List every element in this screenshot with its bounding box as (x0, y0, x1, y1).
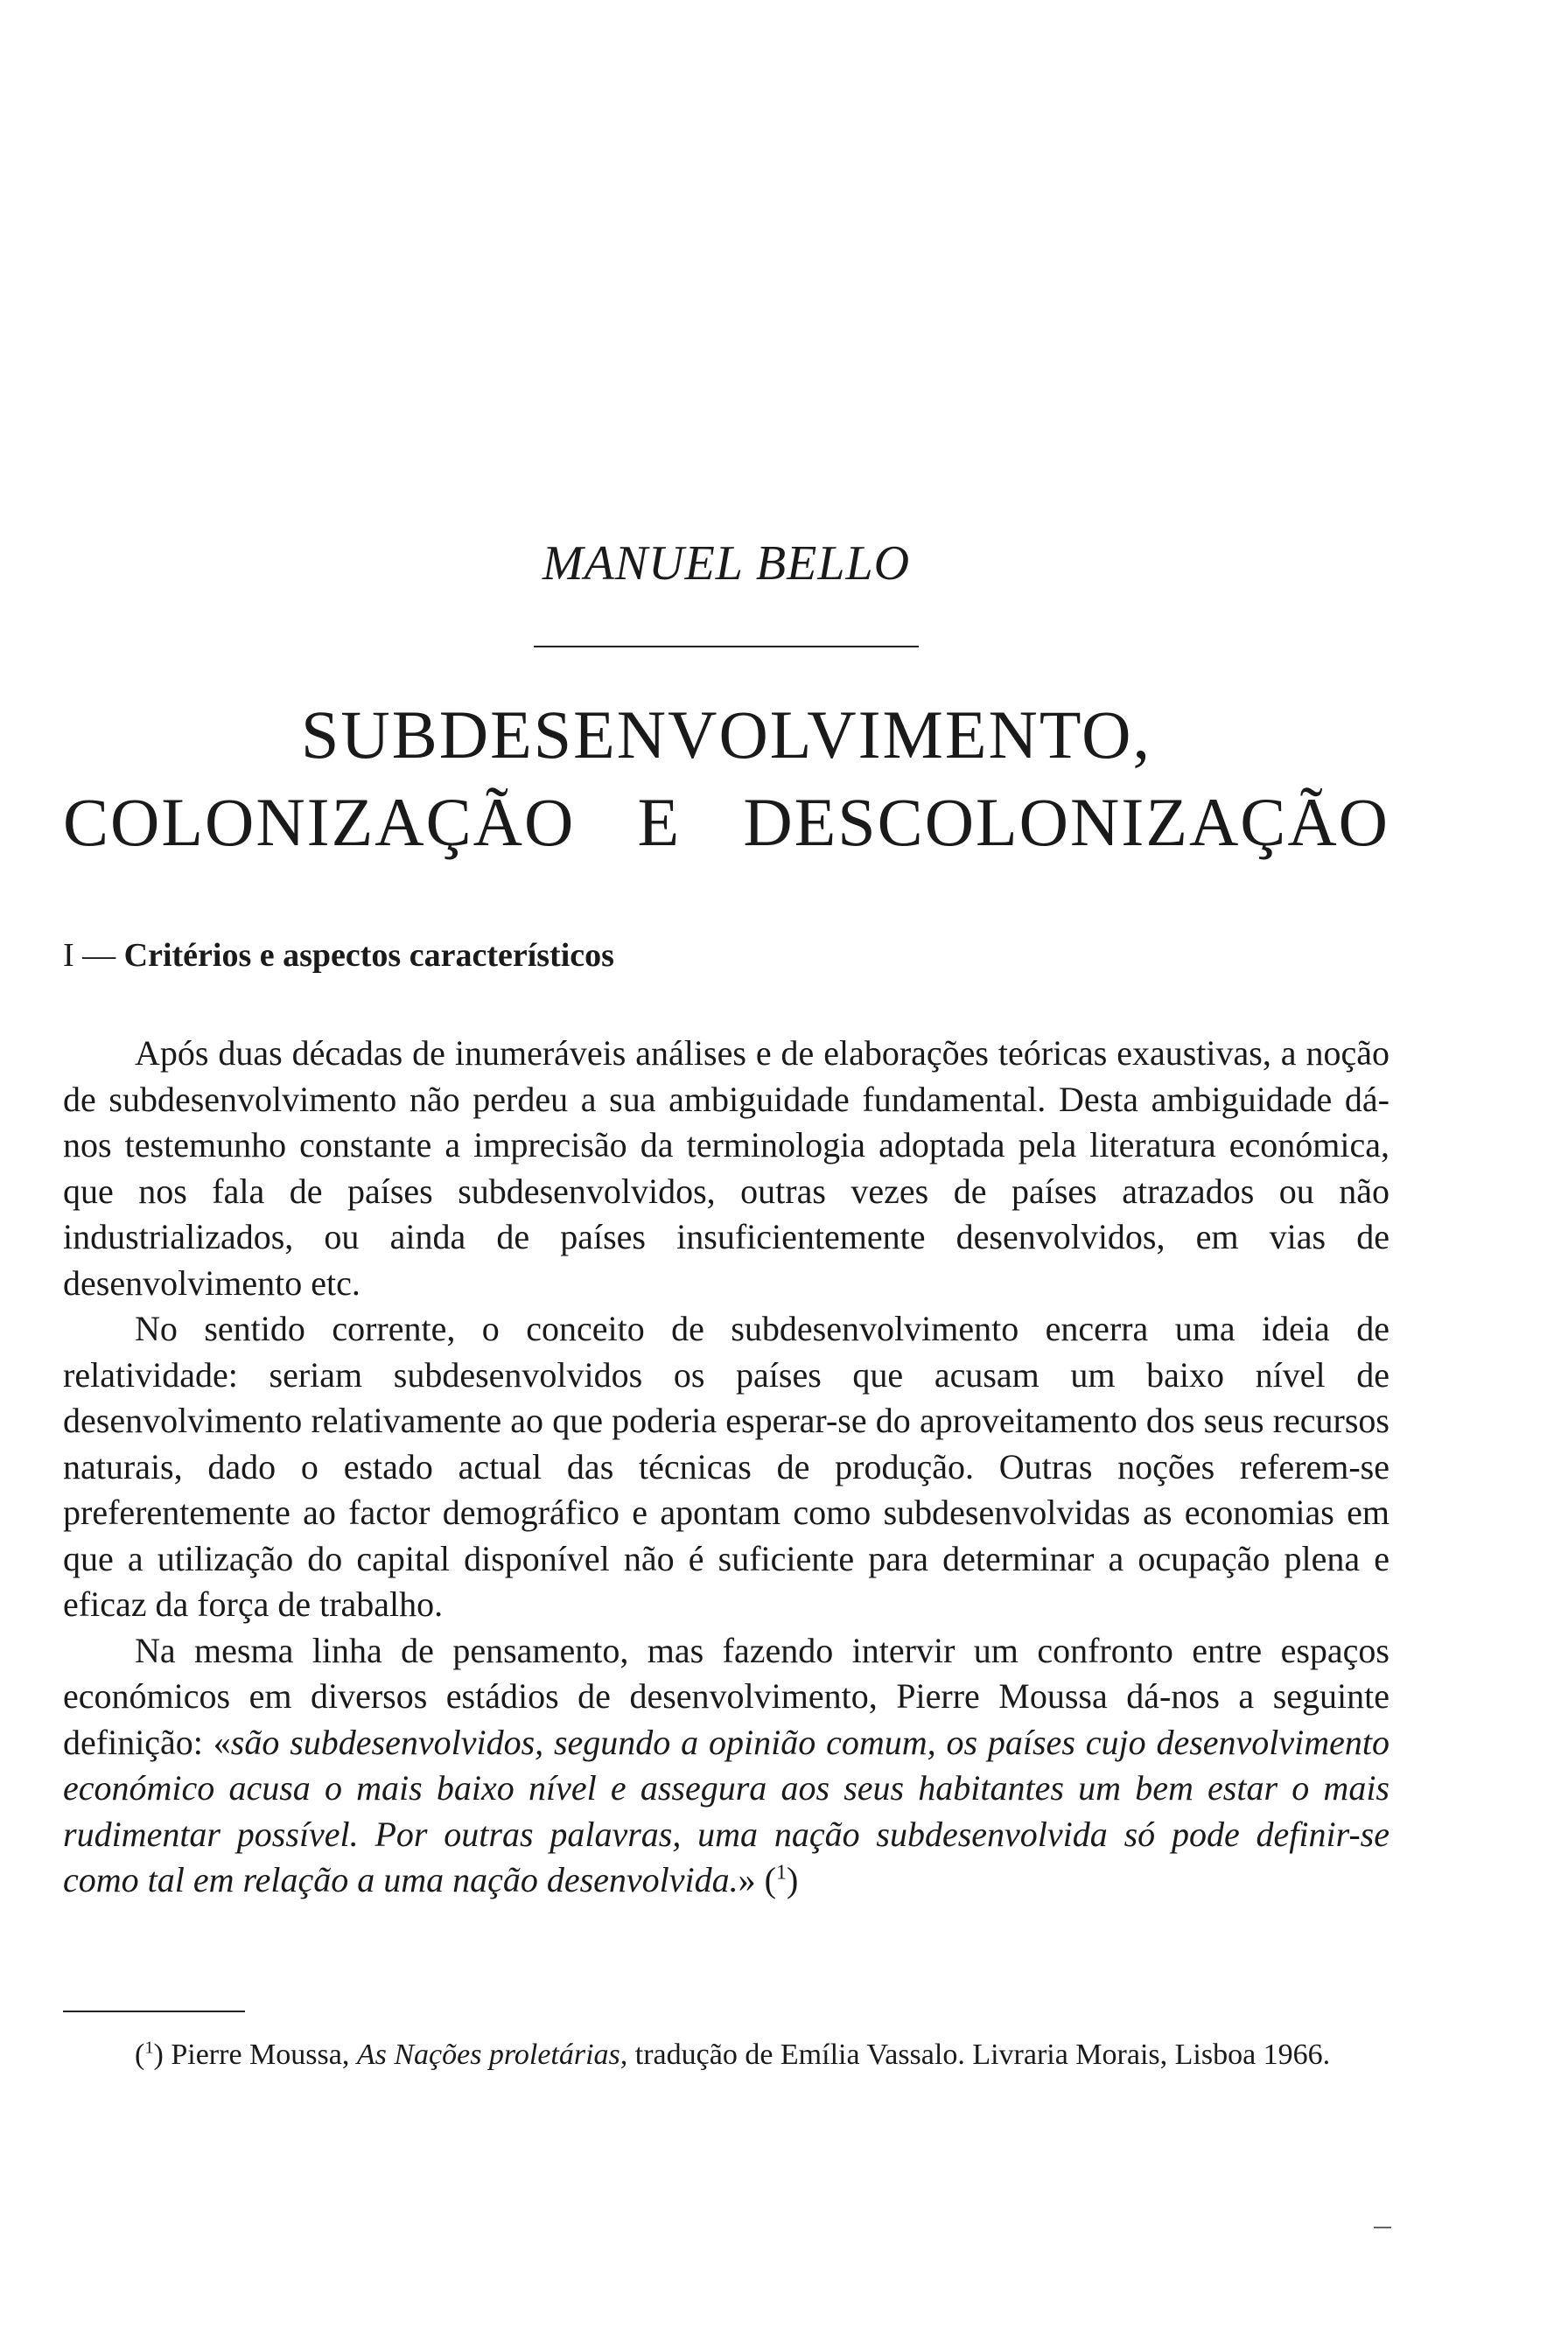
title-word-colonizacao: COLONIZAÇÃO (63, 784, 576, 860)
paragraph-3 (63, 1628, 1390, 1904)
footnote-text-b: tradução de Emília Vassalo. Livraria Morais, Lisboa 1966. (627, 2039, 1331, 2071)
section-title: Critérios e aspectos característicos (123, 937, 614, 974)
paragraph-3-lead: Na mesma linha de pensamento, mas fazendo intervir um confronto entre espaços económicos em diversos estádios de desenvolvimento, Pierre Moussa dá-nos a seguinte definição: « (63, 1630, 1390, 1762)
footnote-book-title: As Nações proletárias, (356, 2039, 628, 2071)
footnote-reference: 1 (776, 1861, 787, 1885)
title-word-descolonizacao: DESCOLONIZAÇÃO (743, 784, 1390, 860)
title-line-1: SUBDESENVOLVIMENTO, (301, 696, 1152, 773)
footnote-divider (63, 2011, 245, 2012)
moussa-quote: são subdesenvolvidos, segundo a opinião comum, os países cujo desenvolvimento económico acusa o mais baixo nível e assegura aos seus habitantes um bem estar o mais rudimentar possível. Por outras palavras, uma nação subdesenvolvida só pode definir-se como tal em relação a uma nação desenvolvida. (63, 1722, 1390, 1899)
paragraph-1: Após duas décadas de inumeráveis análises e de elaborações teóricas exaustivas, a noção de subdesenvolvimento não perdeu a sua ambiguidade fundamental. Desta ambiguidade dá-nos testemunho constante a imprecisão da terminologia adoptada pela literatura económica, que nos fala de países subdesenvolvidos, outras vezes de países atrazados ou não industrializados, ou ainda de países insuficientemente desenvolvidos, em vias de desenvolvimento etc. (63, 1033, 1390, 1303)
paragraph-3-close: ) (787, 1860, 799, 1899)
section-heading (63, 936, 614, 975)
article-title (63, 691, 1390, 866)
section-number: I — (63, 937, 116, 974)
footnote-number: 1 (144, 2038, 154, 2058)
footnote-text-a: Pierre Moussa, (163, 2039, 357, 2071)
paragraph-2: No sentido corrente, o conceito de subdesenvolvimento encerra uma ideia de relatividade: seriam subdesenvolvidos os países que acusam um baixo nível de desenvolvimento relativamente ao que poderia esperar-se do aproveitamento dos seus recursos naturais, dado o estado actual das técnicas de produção. Outras noções referem-se preferentemente ao factor demográfico e apontam como subdesenvolvidas as economias em que a utilização do capital disponível não é suficiente para determinar a ocupação plena e eficaz da força de trabalho. (63, 1309, 1390, 1624)
title-word-e: E (637, 784, 682, 860)
paragraph-3-tail: » ( (738, 1860, 776, 1899)
title-line-2 (63, 779, 1390, 866)
title-divider (534, 646, 919, 647)
body-text (63, 1031, 1390, 1904)
author-name: MANUEL BELLO (542, 536, 911, 591)
footnote-open: ( (135, 2039, 145, 2071)
footnote-close: ) (153, 2039, 164, 2071)
scan-mark (1374, 2227, 1391, 2228)
page (63, 0, 1390, 2336)
footnote (63, 2035, 1390, 2075)
